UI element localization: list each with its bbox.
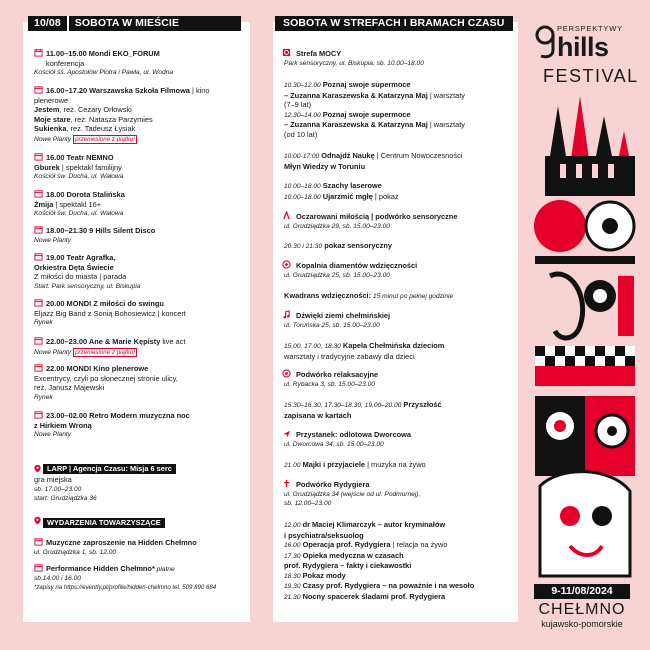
zone-place: Park sensoryczny, ul. Biskupia, sb. 10.00–18.00 [284,59,424,67]
perspektywy-label: PERSPEKTYWY [557,24,623,33]
calendar-icon [34,363,43,372]
side-event-performance-details: sb.14.00 i 16.00 *zapisy na https://evently.pl/profile/hidden-chelmno tel. 509 890 684 [34,574,217,591]
event-nemno-details: Gburek | spektakl familijny Kościół św. Ducha, ul. Wałowa [34,162,124,180]
event-wsf-details: plenerowe Jestem, reż. Cezary Orłowski Moje stare, reż. Natasza Parzymies Sukienka, reż. Tadeusz Łysiak Nowe Planty przeniesione z piątku! [34,95,153,143]
majki: 21.00 Majki i przyjaciele | muzyka na żywo [284,460,426,469]
zone-kopalnia: Kopalnia diamentów wdzięczności [296,261,418,270]
zone-place: ul. Grudziądzka 34 (wejście od ul. Podmurnej), sb. 12.00–23.00 [284,490,421,507]
middle-header: SOBOTA W STREFACH I BRAMACH CZASU [275,16,513,31]
event-mondi-kino: 22.00 MONDI Kino plenerowe [46,364,149,373]
lasers-and-fog: 10.00–18.00 Szachy laserowe 10.00–18.00 Ujarzmić mgłę | pokaz [284,181,399,201]
larp-details: gra miejska sb. 17.00–23.00 start: Grudziądzka 36 [34,475,97,502]
supermoce-workshops: 10.30–12.00 Poznaj swoje supermoce – Zuzanna Karaszewska & Katarzyna Maj | warsztaty (7–9 lat) 12.30–14.00 Poznaj swoje supermoce – Zuzanna Karaszewska & Katarzyna Maj | warsztaty (od 10 lat) [284,80,466,139]
festival-label: FESTIVAL [543,66,639,86]
calendar-icon [34,48,43,57]
zone-place: ul. Grudziądzka 29, sb. 15.00–23.00 [284,222,390,230]
festival-artwork [530,96,640,578]
zone-place: ul. Grudziądzka 25, sb. 15.00–23.00 [284,271,390,279]
event-kino-details: Excentrycy, czyli po słonecznej stronie ulicy, reż. Janusz Majewski Rynek [34,373,178,401]
kapela: 15.00, 17.00, 18.30 Kapela Chełmińska dzieciom warsztaty i tradycyjne zabawy dla dzieci [284,341,445,361]
event-ane-details: Nowe Planty przeniesione z piątku! [34,348,135,356]
calendar-icon [34,537,43,546]
calendar-icon [34,410,43,419]
hills-label: hills [557,32,609,62]
event-mondi-eko-forum: 11.00–15.00 Mondi EKO_FORUM konferencja [46,49,160,68]
plane-icon [282,429,291,438]
rydygier-program: 12.00 dr Maciej Klimarczyk – autor kryminałów i psychiatra/seksuolog 16.00 Operacja prof. Rydygiera | relacja na żywo 17.30 Opieka medyczna w czasach prof. Rydygiera – fakty i ciekawostki 18.30 Pokaz mody 19.30 Czasy prof. Rydygiera – na poważnie i na wesoło 21.30 Nocny spacerek śladami prof. Rydygiera [284,520,475,601]
zone-oczarowani: Oczarowani miłością | podwórko sensoryczne [296,212,458,221]
rydygier-icon [282,479,291,488]
side-event-place: ul. Grudziądzka 1, sb. 12.00 [34,548,117,556]
event-place: Kościół śś. Apostołów Piotra i Pawła, ul. Wodna [34,69,174,76]
note-icon [282,310,291,319]
calendar-icon [34,298,43,307]
side-events-header: WYDARZENIA TOWARZYSZĄCE [43,518,165,528]
zone-strefa-mocy: Strefa MOCY [296,49,342,58]
przyszlosc: 15.30–16.30, 17.30–18.30, 19.00–20.00 Przyszłość zapisana w kartach [284,400,442,420]
zone-relaks: Podwórko relaksacyjne [296,370,379,379]
header-title: SOBOTA W MIEŚCIE [74,17,180,29]
calendar-icon [34,85,43,94]
event-retro-details: z Hirkiem Wroną Nowe Planty [34,420,92,438]
calendar-icon [34,189,43,198]
header-date: 10/08 [34,17,61,29]
event-agrafka: 19.00 Teatr Agrafka, [46,253,116,262]
event-place: Nowe Planty [34,236,72,244]
side-event-hidden: Muzyczne zaproszenie na Hidden Chełmno [46,538,197,547]
zone-dzwieki: Dźwięki ziemi chełmińskiej [296,311,391,320]
zone-place: ul. Dworcowa 34, sb. 15.00–23.00 [284,440,384,448]
city-label: CHEŁMNO [538,601,626,618]
event-teatr-nemno: 16.00 Teatr NEMNO [46,153,114,162]
relax-icon [282,369,291,378]
event-mondi-swing: 20.00 MONDI Z miłości do swingu [46,299,164,308]
side-event-performance: Performance Hidden Chełmno* płatne [46,564,175,573]
calendar-icon [34,152,43,161]
pin-icon [33,464,42,473]
event-swing-details: Eljazz Big Band z Sonią Bohosiewicz | koncert Rynek [34,308,186,326]
event-agrafka-details: Orkiestra Dęta Świecie Z miłości do miasta | parada Start: Park sensoryczny, ul. Biskupia [34,262,141,290]
event-wsf: 16.00–17.20 Warszawska Szkoła Filmowa | kino [46,86,210,95]
region-label: kujawsko-pomorskie [541,619,623,629]
left-header [28,16,241,31]
event-ane-marie: 22.00–23.00 Ane & Marie Kępisty live act [46,337,186,346]
zone-place: ul. Rybacka 3, sb. 15.00–23.00 [284,380,375,388]
zone-rydygier: Podwórko Rydygiera [296,480,370,489]
odnajdz-nauke: 10:00-17:00 Odnajdź Naukę | Centrum Nowoczesności Młyn Wiedzy w Toruniu [284,151,463,171]
kwadrans: Kwadrans wdzięczności: 15 minut po pełnej godzinie [284,291,454,300]
festival-dates: 9-11/08/2024 [534,584,630,599]
diamond-icon [282,260,291,269]
calendar-icon [34,225,43,234]
larp-tag: LARP | Agencja Czasu: Misja 6 serc [43,464,176,474]
zone-place: ul. Toruńska 25, sb. 15.00–23.00 [284,321,380,329]
event-retro-modern: 23.00–02.00 Retro Modern muzyczna noc [46,411,190,420]
zone-dworcowa: Przystanek: odlotowa Dworcowa [296,430,411,439]
event-stalinska: 18.00 Dorota Stalińska [46,190,125,199]
calendar-icon [34,252,43,261]
festival-logo [531,18,641,98]
event-stalinska-details: Żmija | spektakl 16+ Kościół św. Ducha, ul. Wałowa [34,199,124,217]
calendar-icon [34,563,43,572]
nine-logo-icon [533,24,557,60]
header-separator [67,16,69,31]
sensory-icon [282,211,291,220]
sensory-show: 20.30 i 21.30 pokaz sensoryczny [284,241,392,250]
pin-icon [33,516,42,525]
calendar-icon [34,336,43,345]
fingerprint-icon [282,48,291,57]
event-silent-disco: 18.00–21.30 9 Hills Silent Disco [46,226,156,235]
